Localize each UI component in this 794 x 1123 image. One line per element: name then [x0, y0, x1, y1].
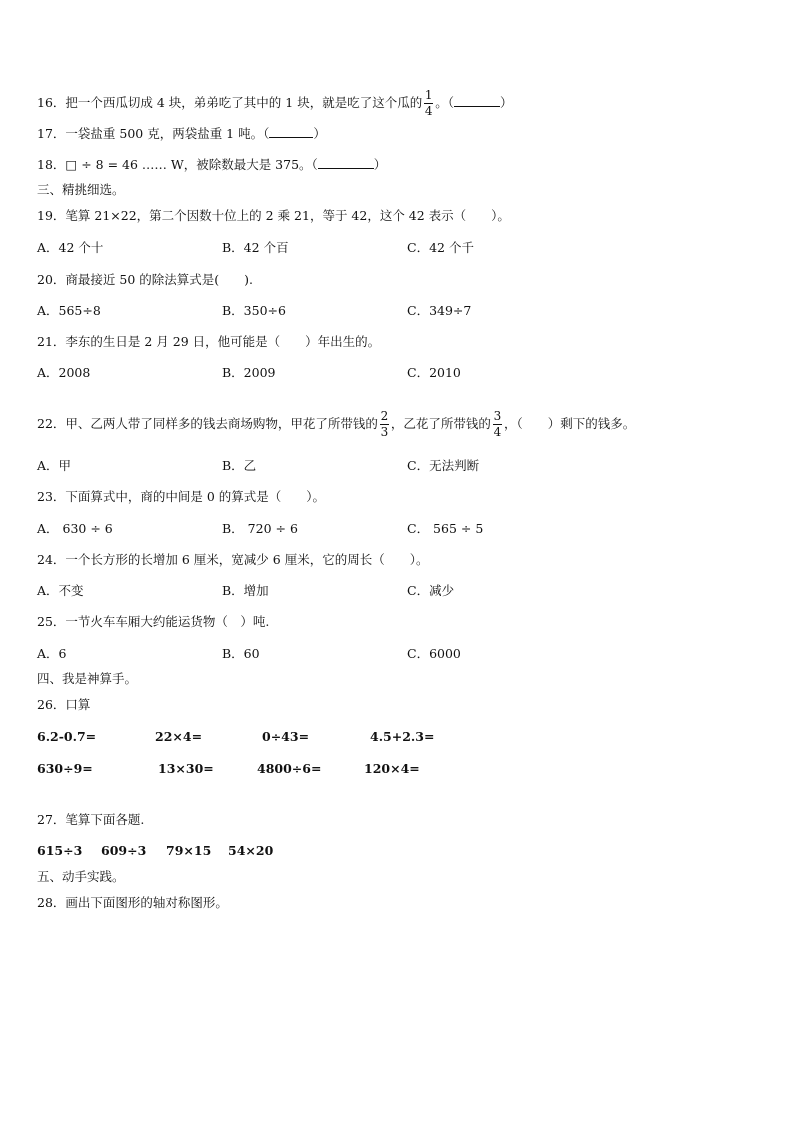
- option-19-c[interactable]: C．42 个千: [407, 240, 474, 255]
- option-22-b[interactable]: B．乙: [222, 458, 257, 473]
- option-21-c[interactable]: C．2010: [407, 365, 461, 380]
- option-19-b[interactable]: B．42 个百: [222, 240, 289, 255]
- oral-calc-item: 13×30=: [158, 761, 214, 776]
- oral-calc-item: 6.2-0.7=: [37, 729, 97, 744]
- option-20-a[interactable]: A．565÷8: [37, 303, 101, 318]
- question-23: 23．下面算式中，商的中间是 0 的算式是（ ）。: [37, 489, 326, 504]
- oral-calc-item: 4800÷6=: [257, 761, 322, 776]
- option-25-b[interactable]: B．60: [222, 646, 260, 661]
- question-26-title: 26．口算: [37, 697, 91, 712]
- answer-blank-17[interactable]: [269, 126, 313, 138]
- option-20-b[interactable]: B．350÷6: [222, 303, 286, 318]
- option-23-c[interactable]: C． 565 ÷ 5: [407, 521, 484, 536]
- answer-blank-18[interactable]: [318, 157, 374, 169]
- oral-calc-item: 0÷43=: [262, 729, 310, 744]
- option-22-c[interactable]: C．无法判断: [407, 458, 480, 473]
- option-23-a[interactable]: A． 630 ÷ 6: [37, 521, 113, 536]
- question-20: 20．商最接近 50 的除法算式是( ).: [37, 272, 253, 287]
- question-16-text: 16．把一个西瓜切成 4 块，弟弟吃了其中的 1 块，就是吃了这个瓜的: [37, 95, 423, 110]
- question-22: 22．甲、乙两人带了同样多的钱去商场购物，甲花了所带钱的 $\frac{2}{3}$ ，乙花了所带钱的 $\frac{3}{4}$ ，（ ）剩下的钱多。: [37, 409, 636, 439]
- section-5-heading: 五、动手实践。: [37, 869, 125, 884]
- option-20-c[interactable]: C．349÷7: [407, 303, 472, 318]
- section-3-heading: 三、精挑细选。: [37, 182, 125, 197]
- oral-calc-item: 22×4=: [155, 729, 203, 744]
- question-24: 24．一个长方形的长增加 6 厘米，宽减少 6 厘米，它的周长（ ）。: [37, 552, 429, 567]
- written-calc-item: 609÷3: [101, 843, 147, 858]
- option-25-a[interactable]: A．6: [37, 646, 67, 661]
- oral-calc-item: 630÷9=: [37, 761, 93, 776]
- question-21: 21．李东的生日是 2 月 29 日，他可能是（ ）年出生的。: [37, 334, 381, 349]
- option-21-a[interactable]: A．2008: [37, 365, 91, 380]
- question-19: 19．笔算 21×22，第二个因数十位上的 2 乘 21，等于 42，这个 42 表示（ ）。: [37, 208, 510, 223]
- fraction-one-quarter: $\frac{1}{4}$: [424, 88, 433, 118]
- option-25-c[interactable]: C．6000: [407, 646, 461, 661]
- fraction-two-thirds: $\frac{2}{3}$: [380, 409, 389, 439]
- question-18: 18．□ ÷ 8 = 46 …… W，被除数最大是 375。（ ）: [37, 157, 387, 172]
- oral-calc-item: 4.5+2.3=: [370, 729, 435, 744]
- question-17: 17．一袋盐重 500 克，两袋盐重 1 吨。（ ）: [37, 126, 326, 141]
- written-calc-item: 615÷3: [37, 843, 83, 858]
- option-22-a[interactable]: A．甲: [37, 458, 72, 473]
- option-24-c[interactable]: C．减少: [407, 583, 455, 598]
- option-24-b[interactable]: B．增加: [222, 583, 269, 598]
- written-calc-item: 54×20: [228, 843, 274, 858]
- option-24-a[interactable]: A．不变: [37, 583, 84, 598]
- question-28-title: 28．画出下面图形的轴对称图形。: [37, 895, 228, 910]
- option-23-b[interactable]: B． 720 ÷ 6: [222, 521, 298, 536]
- question-16: 16．把一个西瓜切成 4 块，弟弟吃了其中的 1 块，就是吃了这个瓜的 $\frac{1}{4}$ 。（ ）: [37, 88, 513, 118]
- option-19-a[interactable]: A．42 个十: [37, 240, 104, 255]
- written-calc-item: 79×15: [166, 843, 212, 858]
- question-25: 25．一节火车车厢大约能运货物（ ）吨.: [37, 614, 270, 629]
- question-27-title: 27．笔算下面各题.: [37, 812, 145, 827]
- fraction-three-quarters: $\frac{3}{4}$: [493, 409, 502, 439]
- oral-calc-item: 120×4=: [364, 761, 420, 776]
- section-4-heading: 四、我是神算手。: [37, 671, 138, 686]
- option-21-b[interactable]: B．2009: [222, 365, 276, 380]
- answer-blank-16[interactable]: [454, 95, 500, 107]
